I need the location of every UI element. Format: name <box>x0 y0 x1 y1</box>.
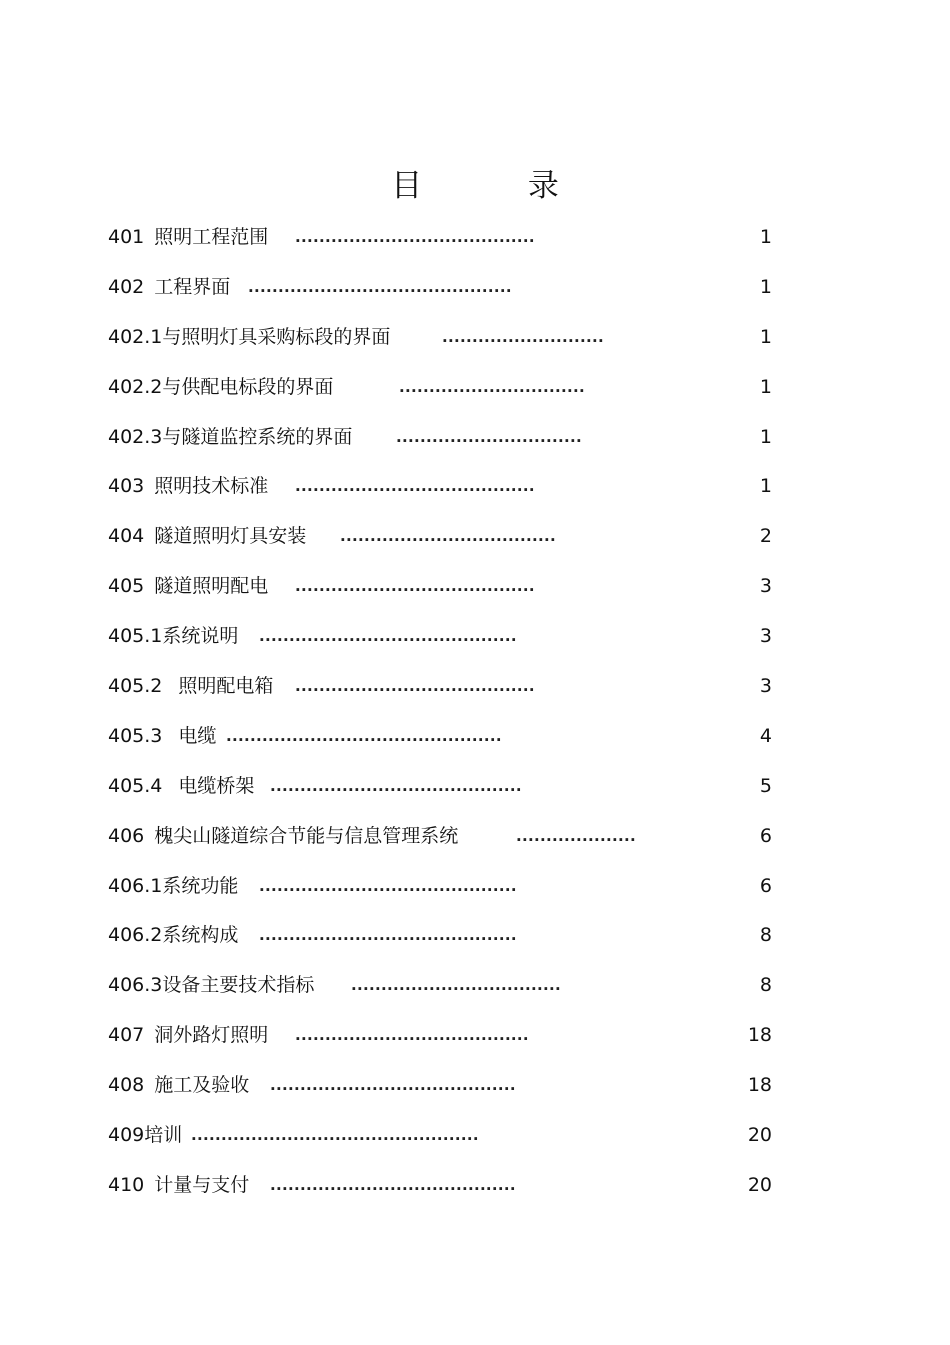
toc-entry-page-number: 3 <box>759 675 772 698</box>
toc-leader-dots: ................................................ <box>191 1126 479 1145</box>
toc-entry-title: 隧道照明灯具安装 <box>154 525 307 548</box>
toc-leader-dots: ........................................... <box>259 627 517 646</box>
toc-entry-page-number: 4 <box>759 724 772 747</box>
toc-entry[interactable] <box>108 611 772 661</box>
toc-entry-title: 设备主要技术指标 <box>162 974 315 997</box>
toc-entry-page-number: 6 <box>759 874 772 897</box>
toc-entry-title: 与照明灯具采购标段的界面 <box>162 325 391 348</box>
toc-entry-number: 406 <box>108 824 145 847</box>
toc-entry[interactable] <box>108 811 772 861</box>
toc-entry-title: 计量与支付 <box>154 1173 250 1196</box>
toc-entry-title: 培训 <box>144 1124 183 1147</box>
toc-leader-dots: ......................................... <box>270 1175 516 1194</box>
toc-entry-number: 402.3 <box>108 425 163 448</box>
toc-entry-title: 系统功能 <box>162 874 239 897</box>
toc-entry-page-number: 2 <box>759 525 772 548</box>
toc-entry[interactable] <box>108 861 772 911</box>
toc-entry-title: 槐尖山隧道综合节能与信息管理系统 <box>154 824 459 847</box>
toc-entry[interactable] <box>108 511 772 561</box>
toc-leader-dots: ................................... <box>351 976 561 995</box>
toc-leader-dots: ........................................ <box>295 477 535 496</box>
toc-entry-title: 洞外路灯照明 <box>154 1024 269 1047</box>
toc-entry-number: 402.1 <box>108 325 163 348</box>
toc-entry-page-number: 20 <box>747 1173 772 1196</box>
toc-leader-dots: ........................................ <box>295 228 535 246</box>
toc-entry-title: 系统说明 <box>162 625 239 648</box>
toc-entry-number: 401 <box>108 226 145 248</box>
toc-entry-number: 404 <box>108 525 145 548</box>
toc-entry[interactable] <box>108 1060 772 1110</box>
toc-entry-page-number: 1 <box>759 475 772 498</box>
toc-entry[interactable] <box>108 461 772 511</box>
toc-entry-page-number: 1 <box>759 226 772 248</box>
toc-entry-number: 405.4 <box>108 774 163 797</box>
toc-entry-title: 隧道照明配电 <box>154 575 269 598</box>
toc-entry[interactable] <box>108 312 772 362</box>
toc-entry-number: 409 <box>108 1124 145 1147</box>
toc-entry-number: 405.1 <box>108 625 163 648</box>
toc-entry[interactable] <box>108 1010 772 1060</box>
toc-entry[interactable] <box>108 412 772 462</box>
toc-entry-number: 406.2 <box>108 924 163 947</box>
toc-entry-number: 407 <box>108 1024 145 1047</box>
toc-entry-title: 照明工程范围 <box>154 226 269 248</box>
toc-entry-page-number: 3 <box>759 575 772 598</box>
toc-leader-dots: ............................... <box>396 427 582 446</box>
toc-entry-title: 电缆 <box>178 724 217 747</box>
toc-entry-number: 405 <box>108 575 145 598</box>
toc-leader-dots: ............................................ <box>248 277 512 296</box>
toc-entry[interactable] <box>108 561 772 611</box>
toc-entry[interactable] <box>108 212 772 262</box>
toc-entry-page-number: 18 <box>747 1074 772 1097</box>
toc-leader-dots: ......................................... <box>270 1076 516 1095</box>
toc-entry-page-number: 8 <box>759 974 772 997</box>
toc-entry-title: 照明技术标准 <box>154 475 269 498</box>
toc-entry-title: 与供配电标段的界面 <box>162 375 334 398</box>
toc-entry-page-number: 5 <box>759 774 772 797</box>
toc-entry-number: 410 <box>108 1173 145 1196</box>
toc-leader-dots: .................................... <box>340 527 556 546</box>
toc-entry[interactable] <box>108 910 772 960</box>
toc-entry-title: 工程界面 <box>154 275 231 298</box>
toc-leader-dots: .......................................... <box>270 776 522 795</box>
toc-entry-page-number: 1 <box>759 325 772 348</box>
toc-entry-title: 照明配电箱 <box>178 675 274 698</box>
toc-entry-page-number: 3 <box>759 625 772 648</box>
toc-entry-title: 系统构成 <box>162 924 239 947</box>
toc-entry[interactable] <box>108 362 772 412</box>
toc-entry-number: 406.3 <box>108 974 163 997</box>
toc-list <box>108 212 772 1210</box>
toc-leader-dots: ........................................... <box>259 926 517 945</box>
toc-entry-number: 408 <box>108 1074 145 1097</box>
toc-entry-page-number: 20 <box>747 1124 772 1147</box>
toc-entry[interactable] <box>108 1160 772 1210</box>
toc-leader-dots: ............................... <box>399 377 585 396</box>
toc-entry-number: 405.3 <box>108 724 163 747</box>
toc-entry-page-number: 6 <box>759 824 772 847</box>
toc-leader-dots: .................... <box>516 826 636 845</box>
toc-entry-title: 与隧道监控系统的界面 <box>162 425 353 448</box>
toc-entry-page-number: 8 <box>759 924 772 947</box>
toc-entry-page-number: 1 <box>759 425 772 448</box>
toc-entry-page-number: 18 <box>747 1024 772 1047</box>
toc-entry-number: 403 <box>108 475 145 498</box>
toc-title: 目 录 <box>391 168 607 204</box>
toc-entry-number: 402.2 <box>108 375 163 398</box>
toc-leader-dots: ........................................... <box>259 876 517 895</box>
toc-entry-title: 电缆桥架 <box>178 774 255 797</box>
toc-entry[interactable] <box>108 960 772 1010</box>
toc-entry-number: 406.1 <box>108 874 163 897</box>
toc-entry[interactable] <box>108 262 772 312</box>
toc-leader-dots: ........................................ <box>295 577 535 596</box>
toc-entry-title: 施工及验收 <box>154 1074 250 1097</box>
toc-leader-dots: ........................... <box>442 327 604 346</box>
toc-leader-dots: ........................................ <box>295 677 535 696</box>
toc-leader-dots: ....................................... <box>295 1026 529 1045</box>
toc-entry[interactable] <box>108 1110 772 1160</box>
toc-leader-dots: .............................................. <box>226 726 502 745</box>
toc-entry[interactable] <box>108 661 772 711</box>
toc-entry[interactable] <box>108 761 772 811</box>
toc-entry[interactable] <box>108 711 772 761</box>
toc-entry-page-number: 1 <box>759 375 772 398</box>
toc-entry-number: 402 <box>108 275 145 298</box>
toc-entry-number: 405.2 <box>108 675 163 698</box>
toc-entry-page-number: 1 <box>759 275 772 298</box>
